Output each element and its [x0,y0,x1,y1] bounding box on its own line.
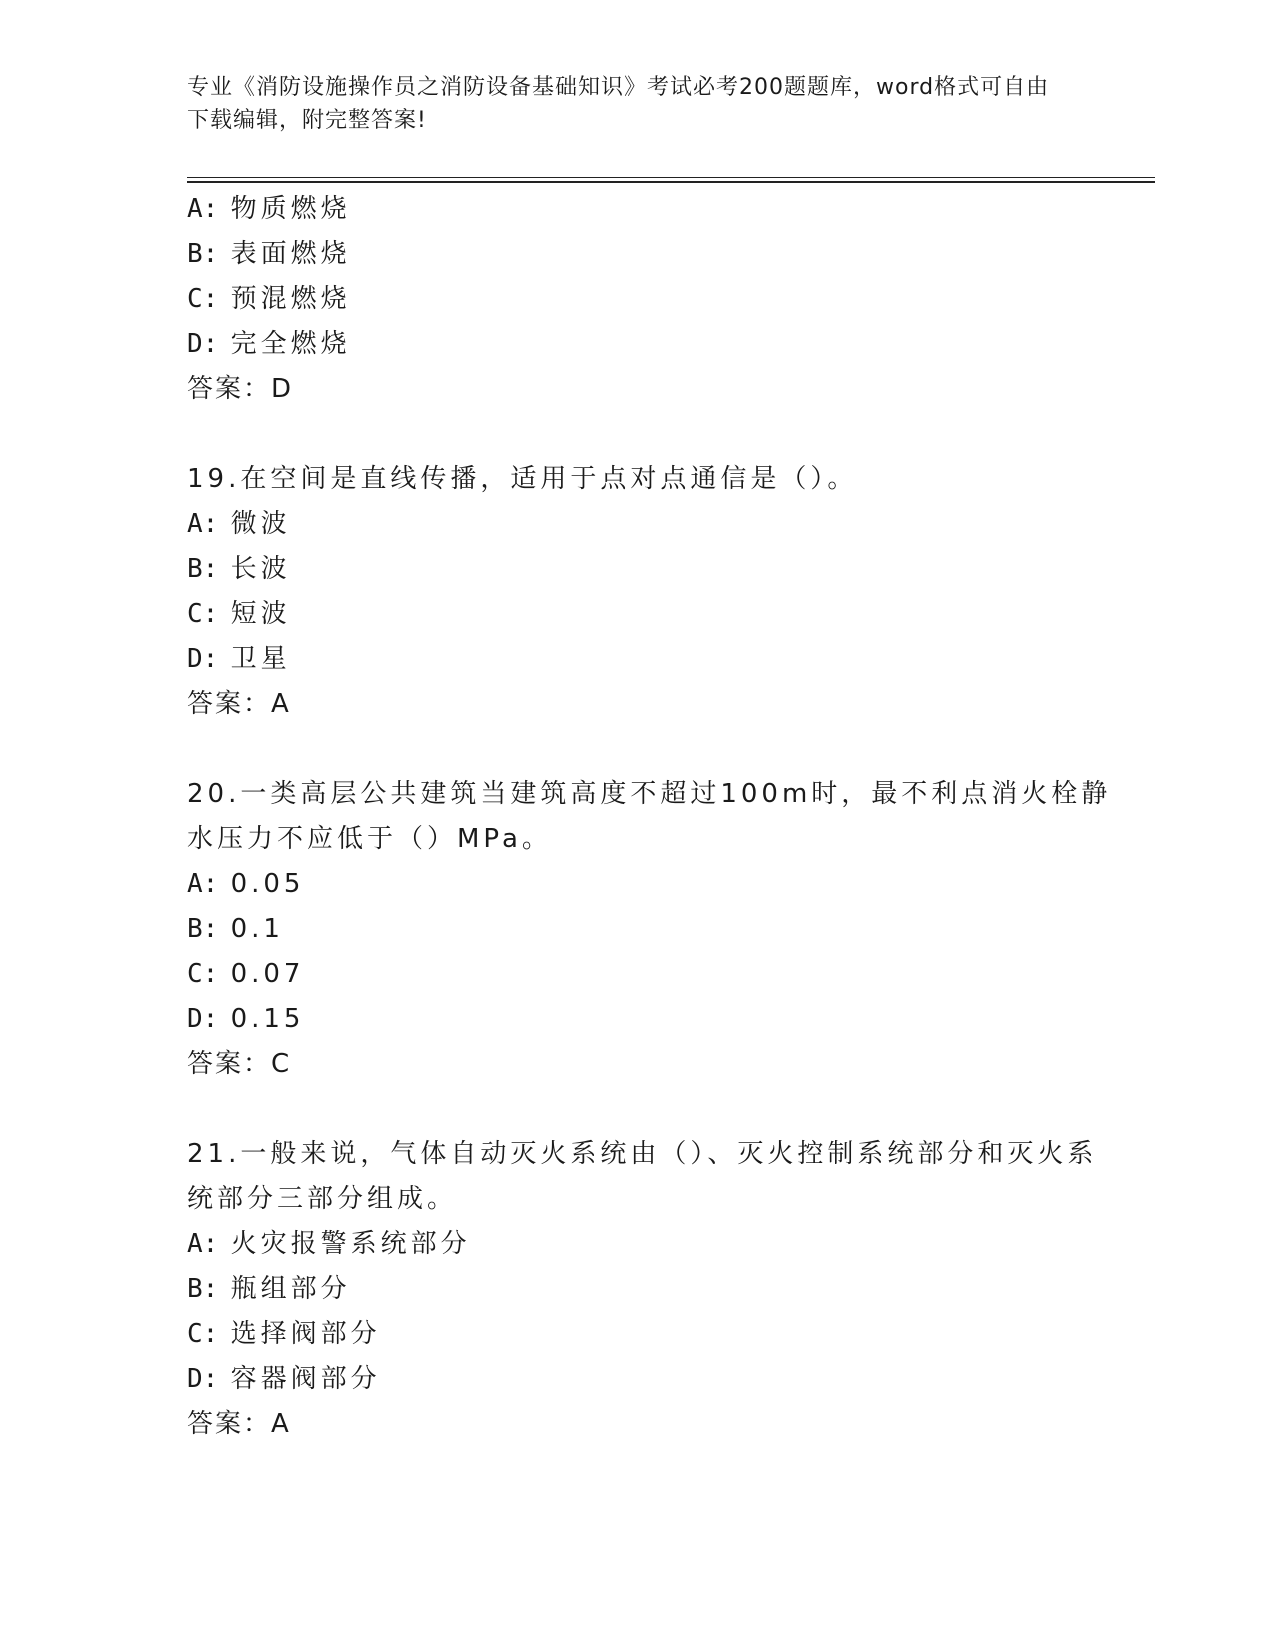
option-text: 容器阀部分 [230,1364,381,1394]
option-label: C: [187,959,219,989]
option-text: 0.1 [230,914,284,944]
option-text: 0.05 [230,869,305,899]
option-text: 表面燃烧 [230,239,351,269]
q21-option-c [187,1318,381,1350]
q21-option-a [187,1228,471,1260]
option-text: 长波 [230,554,291,584]
q20-answer: 答案：C [187,1049,292,1079]
q20-option-c [187,958,304,990]
option-label: B: [187,239,219,269]
option-label: A: [187,509,219,539]
option-text: 物质燃烧 [230,194,351,224]
option-text: 微波 [230,509,291,539]
q19-answer: 答案：A [187,689,291,719]
option-label: D: [187,1004,219,1034]
q21-answer: 答案：A [187,1409,291,1439]
option-label: D: [187,644,219,674]
option-label: D: [187,329,219,359]
option-label: B: [187,1274,219,1304]
option-text: 选择阀部分 [230,1319,381,1349]
option-label: D: [187,1364,219,1394]
option-label: C: [187,1319,219,1349]
q21-option-b [187,1273,351,1305]
option-label: B: [187,914,219,944]
option-text: 0.15 [230,1004,305,1034]
q19-option-a [187,508,291,540]
document-header: 专业《消防设施操作员之消防设备基础知识》考试必考200题题库，word格式可自由下载编辑，附完整答案! [187,75,1050,133]
q18-option-c [187,283,351,315]
option-label: A: [187,1229,219,1259]
q21-option-d [187,1363,381,1395]
option-label: A: [187,869,219,899]
q20-option-a [187,868,304,900]
q18-option-a [187,193,351,225]
q18-option-b [187,238,351,270]
q21-stem-line1: 21.一般来说，气体自动灭火系统由（）、灭火控制系统部分和灭火系 [187,1139,1098,1169]
q18-answer: 答案：D [187,374,294,404]
q18-option-d [187,328,351,360]
option-text: 火灾报警系统部分 [230,1229,471,1259]
option-text: 完全燃烧 [230,329,351,359]
q20-option-b [187,913,284,945]
option-text: 卫星 [230,644,291,674]
q21-stem-line2: 统部分三部分组成。 [187,1184,458,1214]
option-label: C: [187,599,219,629]
q19-option-c [187,598,291,630]
q20-stem-line1: 20.一类高层公共建筑当建筑高度不超过100m时，最不利点消火栓静 [187,779,1112,809]
q19-option-d [187,643,291,675]
q19-stem: 19.在空间是直线传播，适用于点对点通信是（）。 [187,464,858,494]
header-divider-thin [187,177,1155,178]
option-text: 短波 [230,599,291,629]
option-text: 预混燃烧 [230,284,351,314]
option-label: A: [187,194,219,224]
option-label: C: [187,284,219,314]
header-divider-thick [187,181,1155,183]
q20-stem-line2: 水压力不应低于（）MPa。 [187,824,552,854]
option-label: B: [187,554,219,584]
q19-option-b [187,553,291,585]
option-text: 瓶组部分 [230,1274,351,1304]
option-text: 0.07 [230,959,305,989]
q20-option-d [187,1003,304,1035]
